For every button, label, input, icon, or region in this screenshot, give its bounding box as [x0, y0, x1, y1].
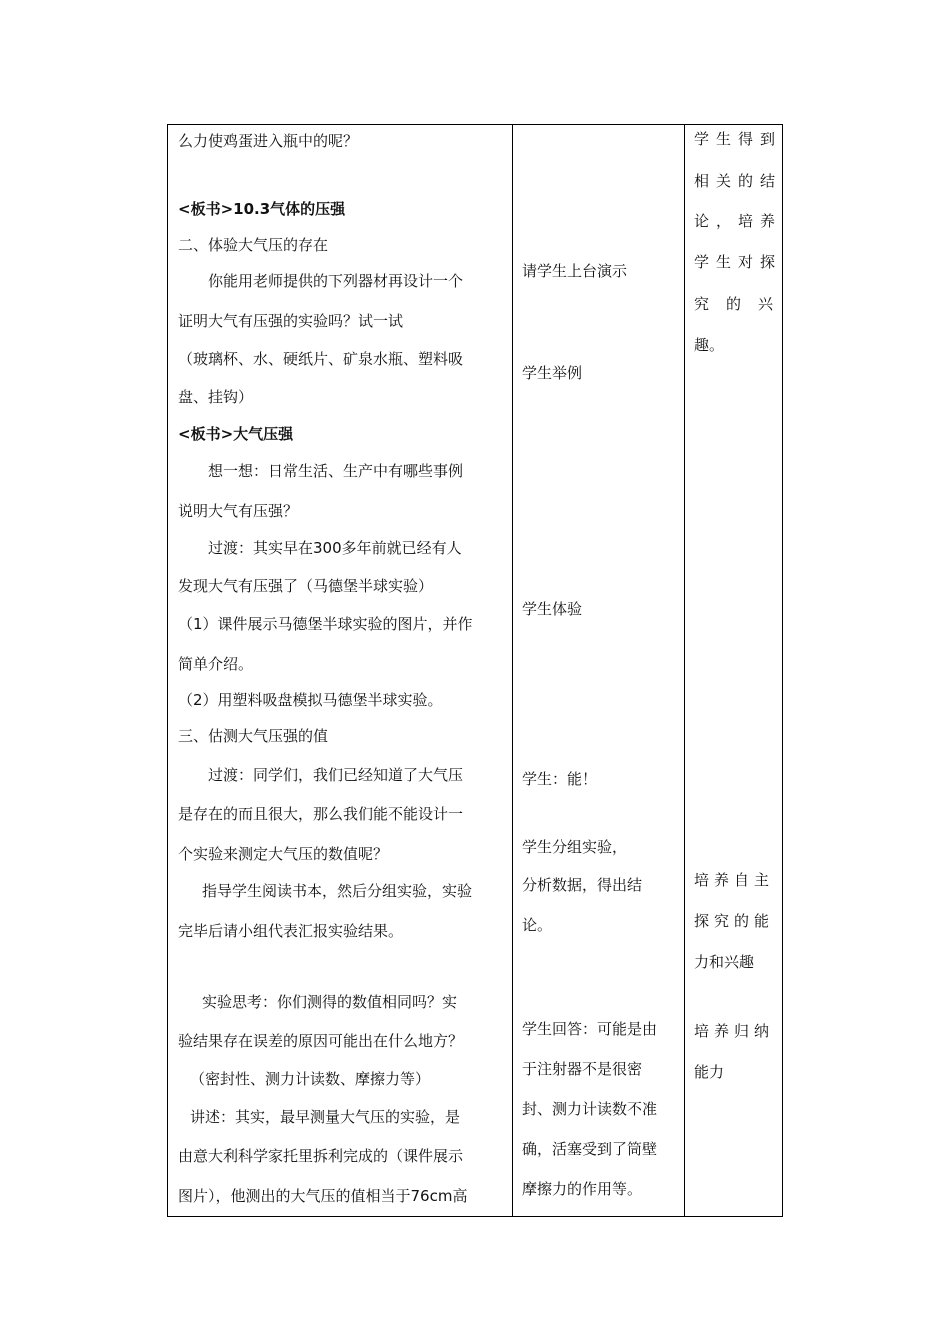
- content-line: 完毕后请小组代表汇报实验结果。: [178, 922, 404, 940]
- content-line: 是存在的而且很大，那么我们能不能设计一: [178, 805, 464, 823]
- content-line: 图片），他测出的大气压的值相当于76cm高: [178, 1187, 468, 1205]
- intent-line: 相关的结: [694, 172, 783, 190]
- intent-line: 培养自主: [694, 871, 775, 889]
- content-line: 证明大气有压强的实验吗？试一试: [178, 312, 404, 330]
- content-line: 么力使鸡蛋进入瓶中的呢？: [178, 132, 359, 150]
- activity-line: 确，活塞受到了筒壁: [522, 1140, 658, 1158]
- column-divider: [512, 125, 513, 1216]
- content-line: （玻璃杯、水、硬纸片、矿泉水瓶、塑料吸: [178, 350, 464, 368]
- activity-line: 分析数据，得出结: [522, 876, 643, 894]
- activity-line: 论。: [522, 916, 553, 934]
- content-line: 个实验来测定大气压的数值呢？: [178, 845, 389, 863]
- activity-line: 学生体验: [522, 600, 583, 618]
- content-line: 说明大气有压强？: [178, 502, 299, 520]
- activity-line: 学生：能！: [522, 770, 598, 788]
- activity-line: 学生举例: [522, 364, 583, 382]
- content-line: 过渡：其实早在300多年前就已经有人: [208, 539, 462, 557]
- activity-line: 于注射器不是很密: [522, 1060, 643, 1078]
- content-line: 你能用老师提供的下列器材再设计一个: [208, 272, 464, 290]
- activity-line: 摩擦力的作用等。: [522, 1180, 643, 1198]
- activity-line: 学生分组实验，: [522, 838, 628, 856]
- content-line: （密封性、测力计读数、摩擦力等）: [190, 1070, 431, 1088]
- board-heading: <板书>大气压强: [178, 425, 294, 443]
- intent-line: 论，培养: [694, 212, 783, 230]
- content-line: 盘、挂钩）: [178, 388, 254, 406]
- column-divider: [684, 125, 685, 1216]
- content-line: 实验思考：你们测得的数值相同吗？实: [202, 993, 458, 1011]
- content-line: （1）课件展示马德堡半球实验的图片，并作: [178, 615, 473, 633]
- activity-line: 请学生上台演示: [522, 262, 628, 280]
- section-heading: 二、体验大气压的存在: [178, 236, 329, 254]
- board-heading: <板书>10.3气体的压强: [178, 200, 346, 218]
- content-line: （2）用塑料吸盘模拟马德堡半球实验。: [178, 691, 443, 709]
- content-line: 过渡：同学们，我们已经知道了大气压: [208, 766, 464, 784]
- section-heading: 三、估测大气压强的值: [178, 727, 329, 745]
- intent-line: 探究的能: [694, 912, 775, 930]
- content-line: 发现大气有压强了（马德堡半球实验）: [178, 577, 434, 595]
- intent-line: 究的兴: [694, 295, 791, 313]
- activity-line: 封、测力计读数不准: [522, 1100, 658, 1118]
- content-line: 简单介绍。: [178, 655, 254, 673]
- content-line: 由意大利科学家托里拆利完成的（课件展示: [178, 1147, 464, 1165]
- intent-line: 学生得到: [694, 130, 783, 148]
- content-line: 讲述：其实，最早测量大气压的实验，是: [190, 1108, 461, 1126]
- content-line: 想一想：日常生活、生产中有哪些事例: [208, 462, 464, 480]
- intent-line: 培养归纳: [694, 1022, 775, 1040]
- intent-line: 学生对探: [694, 253, 783, 271]
- intent-line: 趣。: [694, 336, 725, 354]
- content-line: 验结果存在误差的原因可能出在什么地方？: [178, 1032, 464, 1050]
- content-line: 指导学生阅读书本，然后分组实验，实验: [202, 882, 473, 900]
- intent-line: 能力: [694, 1063, 725, 1081]
- intent-line: 力和兴趣: [694, 953, 755, 971]
- lesson-plan-table: [167, 124, 791, 1217]
- activity-line: 学生回答：可能是由: [522, 1020, 658, 1038]
